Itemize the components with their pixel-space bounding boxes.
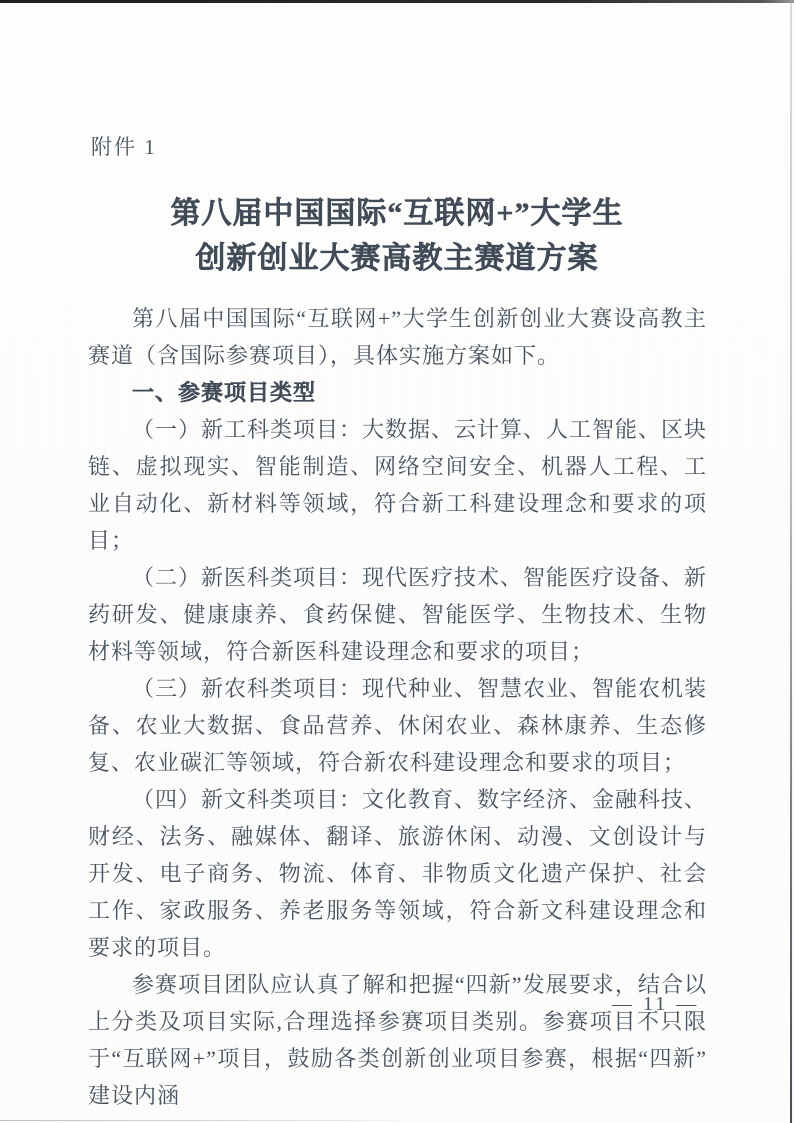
document-title <box>0 191 794 281</box>
paragraph: （一）新工科类项目：大数据、云计算、人工智能、区块链、虚拟现实、智能制造、网络空间安全、机器人工程、工业自动化、新材料等领域，符合新工科建设理念和要求的项目； <box>88 417 708 553</box>
document-body <box>88 300 707 1114</box>
scan-edge-bottom <box>0 1120 420 1121</box>
attachment-label: 附件 1 <box>91 135 157 159</box>
page-number: — 11 — <box>612 993 700 1015</box>
section-heading: 一、参赛项目类型 <box>132 380 317 405</box>
scan-edge-top <box>0 0 794 3</box>
paragraph: （三）新农科类项目：现代种业、智慧农业、智能农机装备、农业大数据、食品营养、休闲农业、森林康养、生态修复、农业碳汇等领域，符合新农科建设理念和要求的项目； <box>88 676 708 775</box>
paragraph: 参赛项目团队应认真了解和把握“四新”发展要求，结合以上分类及项目实际,合理选择参赛项目类别。参赛项目不只限于“互联网+”项目，鼓励各类创新创业项目参赛，根据“四新”建设内涵 <box>88 972 707 1108</box>
document-title-line2: 创新创业大赛高教主赛道方案 <box>195 242 599 275</box>
paragraph: 第八届中国国际“互联网+”大学生创新创业大赛设高教主赛道（含国际参赛项目），具体实施方案如下。 <box>88 306 707 368</box>
paragraph: （四）新文科类项目：文化教育、数字经济、金融科技、财经、法务、融媒体、翻译、旅游休闲、动漫、文创设计与开发、电子商务、物流、体育、非物质文化遗产保护、社会工作、家政服务、养老服务等领域，符合新文科建设理念和要求的项目。 <box>88 787 708 960</box>
document-title-line1: 第八届中国国际“互联网+”大学生 <box>170 197 624 230</box>
scan-edge-right <box>790 3 792 1123</box>
paragraph: （二）新医科类项目：现代医疗技术、智能医疗设备、新药研发、健康康养、食药保健、智能医学、生物技术、生物材料等领域，符合新医科建设理念和要求的项目； <box>88 565 708 664</box>
